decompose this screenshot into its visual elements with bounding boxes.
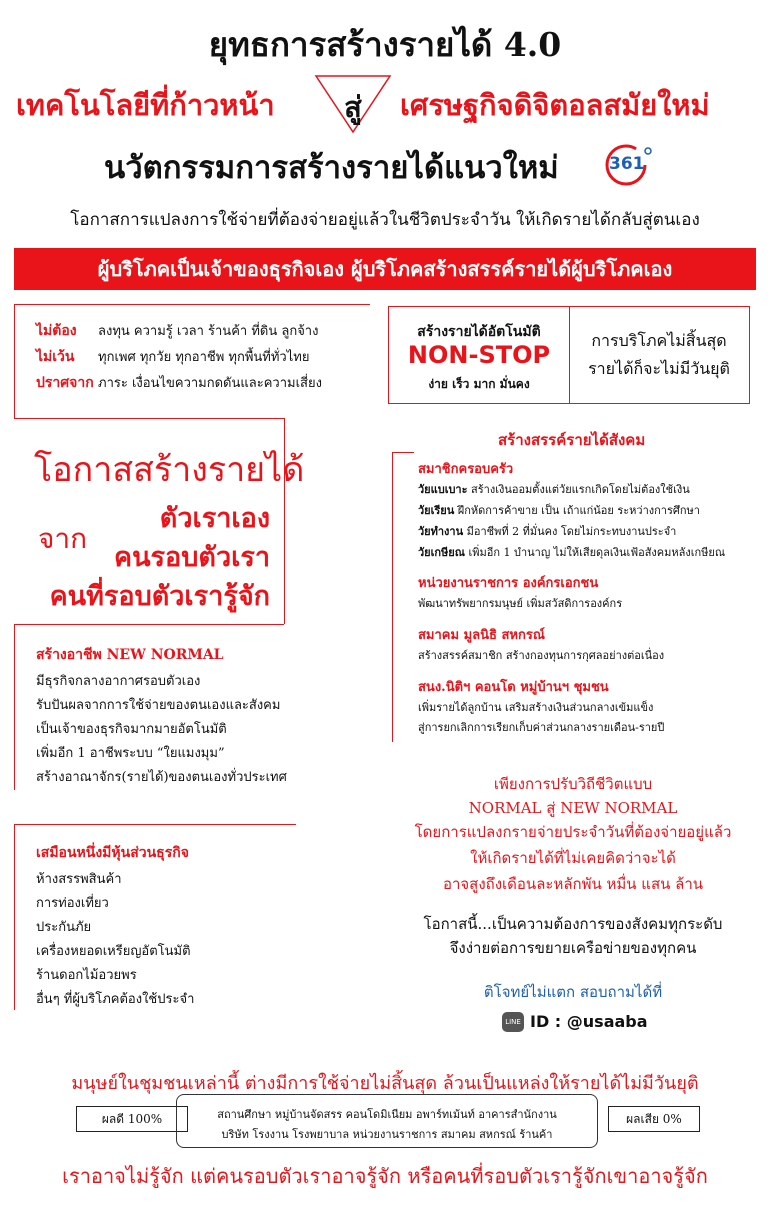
society-title: สร้างสรรค์รายได้สังคม xyxy=(498,431,646,449)
logo-text: 361 xyxy=(609,154,645,174)
contact-text: ติโจทย์ไม่แตก สอบถามได้ที่ xyxy=(483,983,663,1001)
page-title: ยุทธการสร้างรายได้ 4.0 xyxy=(208,25,562,64)
family-key: วัยแบเบาะ xyxy=(418,483,468,496)
term-key: ปราศจาก xyxy=(36,375,94,391)
divider xyxy=(14,418,284,419)
nonstop-line1: สร้างรายได้อัตโนมัติ xyxy=(417,324,541,340)
gov-text: พัฒนาทรัพยากรมนุษย์ เพิ่มสวัสดิการองค์กร xyxy=(418,597,623,610)
logo-361 xyxy=(604,143,654,187)
term-key: ไม่ต้อง xyxy=(36,323,77,339)
subtitle-innovation: นวัตกรรมการสร้างรายได้แนวใหม่ xyxy=(104,150,559,186)
subtitle-left: เทคโนโลยีที่ก้าวหน้า xyxy=(16,88,275,122)
term-key: ไม่เว้น xyxy=(36,349,75,365)
footer-line2: เราอาจไม่รู้จัก แต่คนรอบตัวเราอาจรู้จัก หรือคนที่รอบตัวเรารู้จักเขาอาจรู้จัก xyxy=(62,1164,708,1188)
divider xyxy=(14,304,15,418)
divider xyxy=(14,624,15,790)
nonstop-line3: ง่าย เร็ว มาก มั่นคง xyxy=(428,377,530,391)
assoc-heading: สมาคม มูลนิธิ สหกรณ์ xyxy=(418,628,545,643)
list-item: เพิ่มอีก 1 อาชีพระบบ “ใยแมงมุม” xyxy=(36,746,225,761)
places-line1: สถานศึกษา หมู่บ้านจัดสรร คอนโดมิเนียม อพาร์ทเม้นท์ อาคารสำนักงาน xyxy=(217,1108,557,1121)
family-key: วัยเรียน xyxy=(418,504,455,517)
normal-line: โดยการแปลงกรายจ่ายประจำวันที่ต้องจ่ายอยู่แล้ว xyxy=(414,823,732,841)
family-text: ฝึกหัดการค้าขาย เป็น เถ้าแก่น้อย ระหว่างการศึกษา xyxy=(454,504,700,517)
normal-line: NORMAL สู่ NEW NORMAL xyxy=(468,799,678,817)
opportunity-around: คนรอบตัวเรา xyxy=(114,542,270,573)
normal-line: จึงง่ายต่อการขยายเครือข่ายของทุกคน xyxy=(449,939,697,957)
list-item: ประกันภัย xyxy=(36,920,92,935)
list-item: สร้างอาณาจักร(รายได้)ของตนเองทั่วประเทศ xyxy=(36,770,287,785)
line-app-icon: LINE xyxy=(502,1012,524,1032)
assoc-text: สร้างสรรค์สมาชิก สร้างกองทุนการกุศลอย่างต่อเนื่อง xyxy=(418,649,665,662)
family-text: สร้างเงินออมตั้งแต่วัยแรกเกิดโดยไม่ต้องใช้เงิน xyxy=(467,483,690,496)
term-text: ภาระ เงื่อนไขความกดดันและความเสี่ยง xyxy=(98,376,322,391)
places-box xyxy=(176,1094,598,1148)
condo-text: สู่การยกเลิกการเรียกเก็บค่าส่วนกลางรายเดือน-รายปี xyxy=(418,721,665,734)
opportunity-heading: โอกาสสร้างรายได้ xyxy=(34,450,305,490)
term-row xyxy=(36,320,318,342)
opportunity-known: คนที่รอบตัวเรารู้จัก xyxy=(49,581,270,612)
list-item: อื่นๆ ที่ผู้บริโภคต้องใช้ประจำ xyxy=(36,992,195,1007)
list-item: เครื่องหยอดเหรียญอัตโนมัติ xyxy=(36,944,191,959)
condo-heading: สนง.นิติฯ คอนโด หมู่บ้านฯ ชุมชน xyxy=(418,680,609,695)
normal-line: โอกาสนี้...เป็นความต้องการของสังคมทุกระดับ xyxy=(423,915,723,933)
pros-box: ผลดี 100% xyxy=(76,1106,188,1132)
opportunity-from: จาก xyxy=(38,522,88,555)
list-item: เป็นเจ้าของธุรกิจมากมายอัตโนมัติ xyxy=(36,722,227,737)
list-item: ร้านดอกไม้อวยพร xyxy=(36,968,137,983)
banner: ผู้บริโภคเป็นเจ้าของธุรกิจเอง ผู้บริโภคสร้างสรรค์รายได้ผู้บริโภคเอง xyxy=(14,248,756,290)
condo-text: เพิ่มรายได้ลูกบ้าน เสริมสร้างเงินส่วนกลางเข้มแข็ง xyxy=(418,701,654,714)
list-item: การท่องเที่ยว xyxy=(36,896,109,911)
nonstop-right1: การบริโภคไม่สิ้นสุด xyxy=(591,331,727,350)
family-item xyxy=(418,522,676,540)
subtitle-to: สู่ xyxy=(344,90,362,124)
tagline: โอกาสการแปลงการใช้จ่ายที่ต้องจ่ายอยู่แล้วในชีวิตประจำวัน ให้เกิดรายได้กลับสู่ตนเอง xyxy=(70,210,700,230)
family-text: เพิ่มอีก 1 บำนาญ ไม่ให้เสียดุลเงินเฟ้อสังคมหลังเกษียณ xyxy=(464,546,726,559)
family-heading: สมาชิกครอบครัว xyxy=(418,462,514,477)
cons-box: ผลเสีย 0% xyxy=(608,1106,700,1132)
list-item: รับปันผลจากการใช้จ่ายของตนเองและสังคม xyxy=(36,698,281,713)
divider xyxy=(14,824,15,1010)
term-text: ลงทุน ความรู้ เวลา ร้านค้า ที่ดิน ลูกจ้าง xyxy=(98,324,319,339)
term-row xyxy=(36,372,322,394)
career-title: สร้างอาชีพ NEW NORMAL xyxy=(36,647,224,663)
family-key: วัยเกษียณ xyxy=(418,546,465,559)
places-line2: บริษัท โรงงาน โรงพยาบาล หน่วยงานราชการ สมาคม สหกรณ์ ร้านค้า xyxy=(221,1128,553,1141)
divider xyxy=(14,304,370,305)
family-text: มีอาชีพที่ 2 ที่มั่นคง โดยไม่กระทบงานประจำ xyxy=(463,525,677,538)
normal-line: อาจสูงถึงเดือนละหลักพัน หมื่น แสน ล้าน xyxy=(442,875,704,893)
list-item: ห้างสรรพสินค้า xyxy=(36,872,122,887)
normal-line: เพียงการปรับวิถีชีวิตแบบ xyxy=(493,775,653,793)
term-text: ทุกเพศ ทุกวัย ทุกอาชีพ ทุกพื้นที่ทั่วไทย xyxy=(98,350,310,365)
footer-line1: มนุษย์ในชุมชนเหล่านี้ ต่างมีการใช้จ่ายไม่สิ้นสุด ล้วนเป็นแหล่งให้รายได้ไม่มีวันยุติ xyxy=(71,1073,699,1094)
term-row xyxy=(36,346,309,368)
divider xyxy=(14,624,284,625)
divider xyxy=(392,452,393,742)
divider xyxy=(392,452,414,453)
family-item xyxy=(418,543,725,561)
family-item xyxy=(418,501,700,519)
nonstop-right2: รายได้ก็จะไม่มีวันยุติ xyxy=(588,359,730,378)
shares-title: เสมือนหนึ่งมีหุ้นส่วนธุรกิจ xyxy=(36,845,189,861)
family-item xyxy=(418,480,690,498)
divider xyxy=(14,824,296,825)
list-item: มีธุรกิจกลางอากาศรอบตัวเอง xyxy=(36,674,201,689)
family-key: วัยทำงาน xyxy=(418,525,464,538)
nonstop-headline: NON-STOP xyxy=(407,341,551,369)
nonstop-box xyxy=(388,306,750,404)
subtitle-right: เศรษฐกิจดิจิตอลสมัยใหม่ xyxy=(400,88,710,122)
normal-line: ให้เกิดรายได้ที่ไม่เคยคิดว่าจะได้ xyxy=(470,849,676,867)
opportunity-self: ตัวเราเอง xyxy=(159,503,270,534)
line-id[interactable]: ID : @usaaba xyxy=(530,1012,648,1031)
gov-heading: หน่วยงานราชการ องค์กรเอกชน xyxy=(418,576,599,591)
